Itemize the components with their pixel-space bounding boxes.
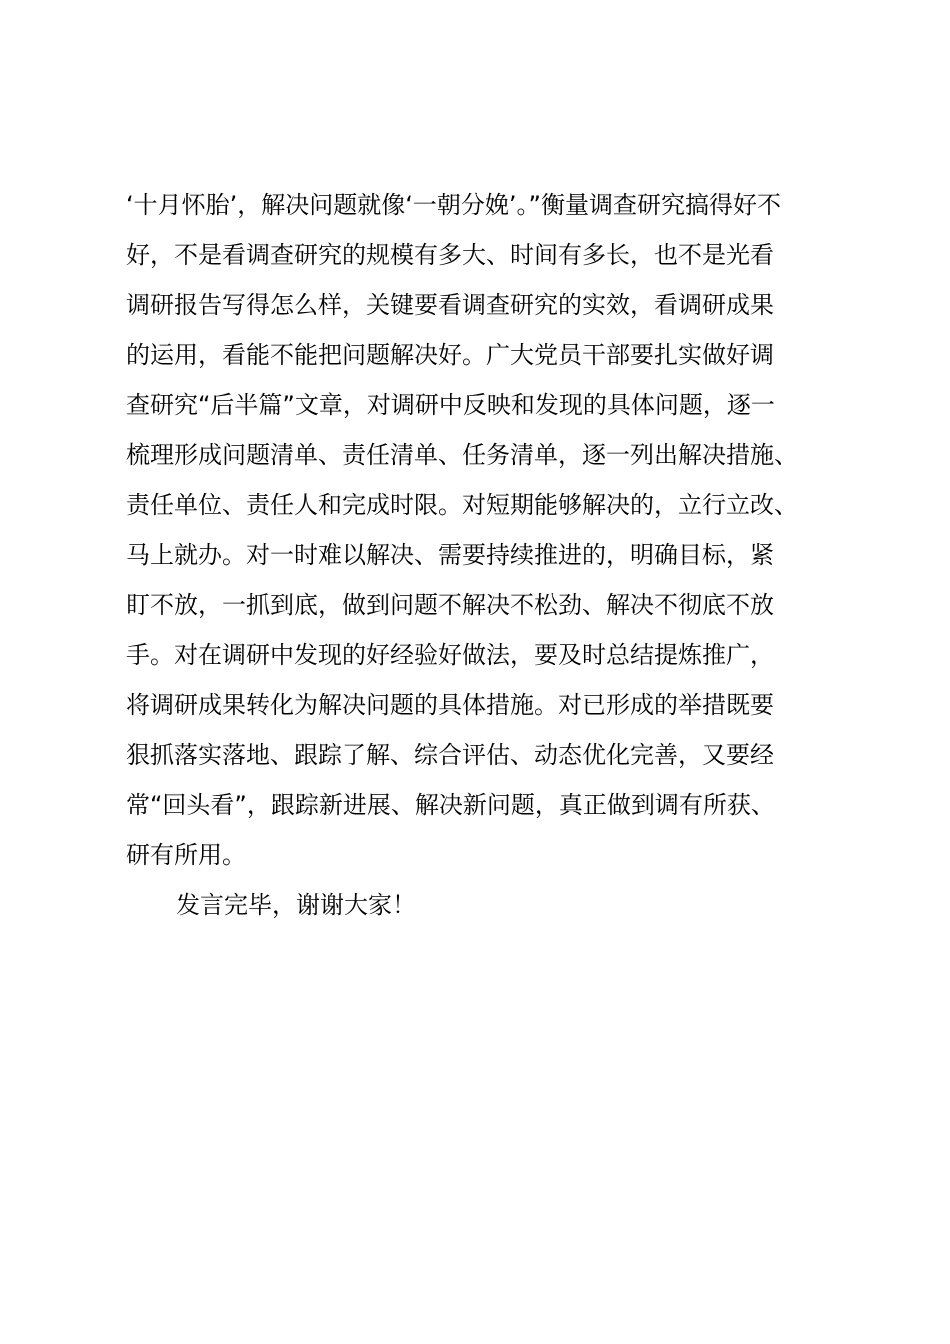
- paragraph-line: 梳理形成问题清单、责任清单、任务清单，逐一列出解决措施、: [126, 441, 798, 469]
- paragraph-line: 盯不放，一抓到底，做到问题不解决不松劲、解决不彻底不放: [126, 591, 774, 619]
- closing-line: 发言完毕，谢谢大家！: [176, 891, 416, 919]
- paragraph-line: 狠抓落实落地、跟踪了解、综合评估、动态优化完善，又要经: [126, 741, 774, 769]
- document-body: [126, 180, 846, 930]
- paragraph-line: ‘十月怀胎’，解决问题就像‘一朝分娩’。”衡量调查研究搞得好不: [126, 191, 781, 219]
- paragraph-line: 手。对在调研中发现的好经验好做法，要及时总结提炼推广，: [126, 641, 774, 669]
- paragraph-line: 好，不是看调查研究的规模有多大、时间有多长，也不是光看: [126, 241, 774, 269]
- paragraph-line: 的运用，看能不能把问题解决好。广大党员干部要扎实做好调: [126, 341, 774, 369]
- paragraph-line: 查研究“后半篇”文章，对调研中反映和发现的具体问题，逐一: [126, 391, 775, 419]
- paragraph-line: 马上就办。对一时难以解决、需要持续推进的，明确目标，紧: [126, 541, 774, 569]
- paragraph-line: 常“回头看”，跟踪新进展、解决新问题，真正做到调有所获、: [126, 791, 775, 819]
- paragraph-line: 责任单位、责任人和完成时限。对短期能够解决的，立行立改、: [126, 491, 798, 519]
- paragraph-line: 研有所用。: [126, 841, 246, 869]
- paragraph-line: 将调研成果转化为解决问题的具体措施。对已形成的举措既要: [126, 691, 774, 719]
- paragraph-line: 调研报告写得怎么样，关键要看调查研究的实效，看调研成果: [126, 291, 774, 319]
